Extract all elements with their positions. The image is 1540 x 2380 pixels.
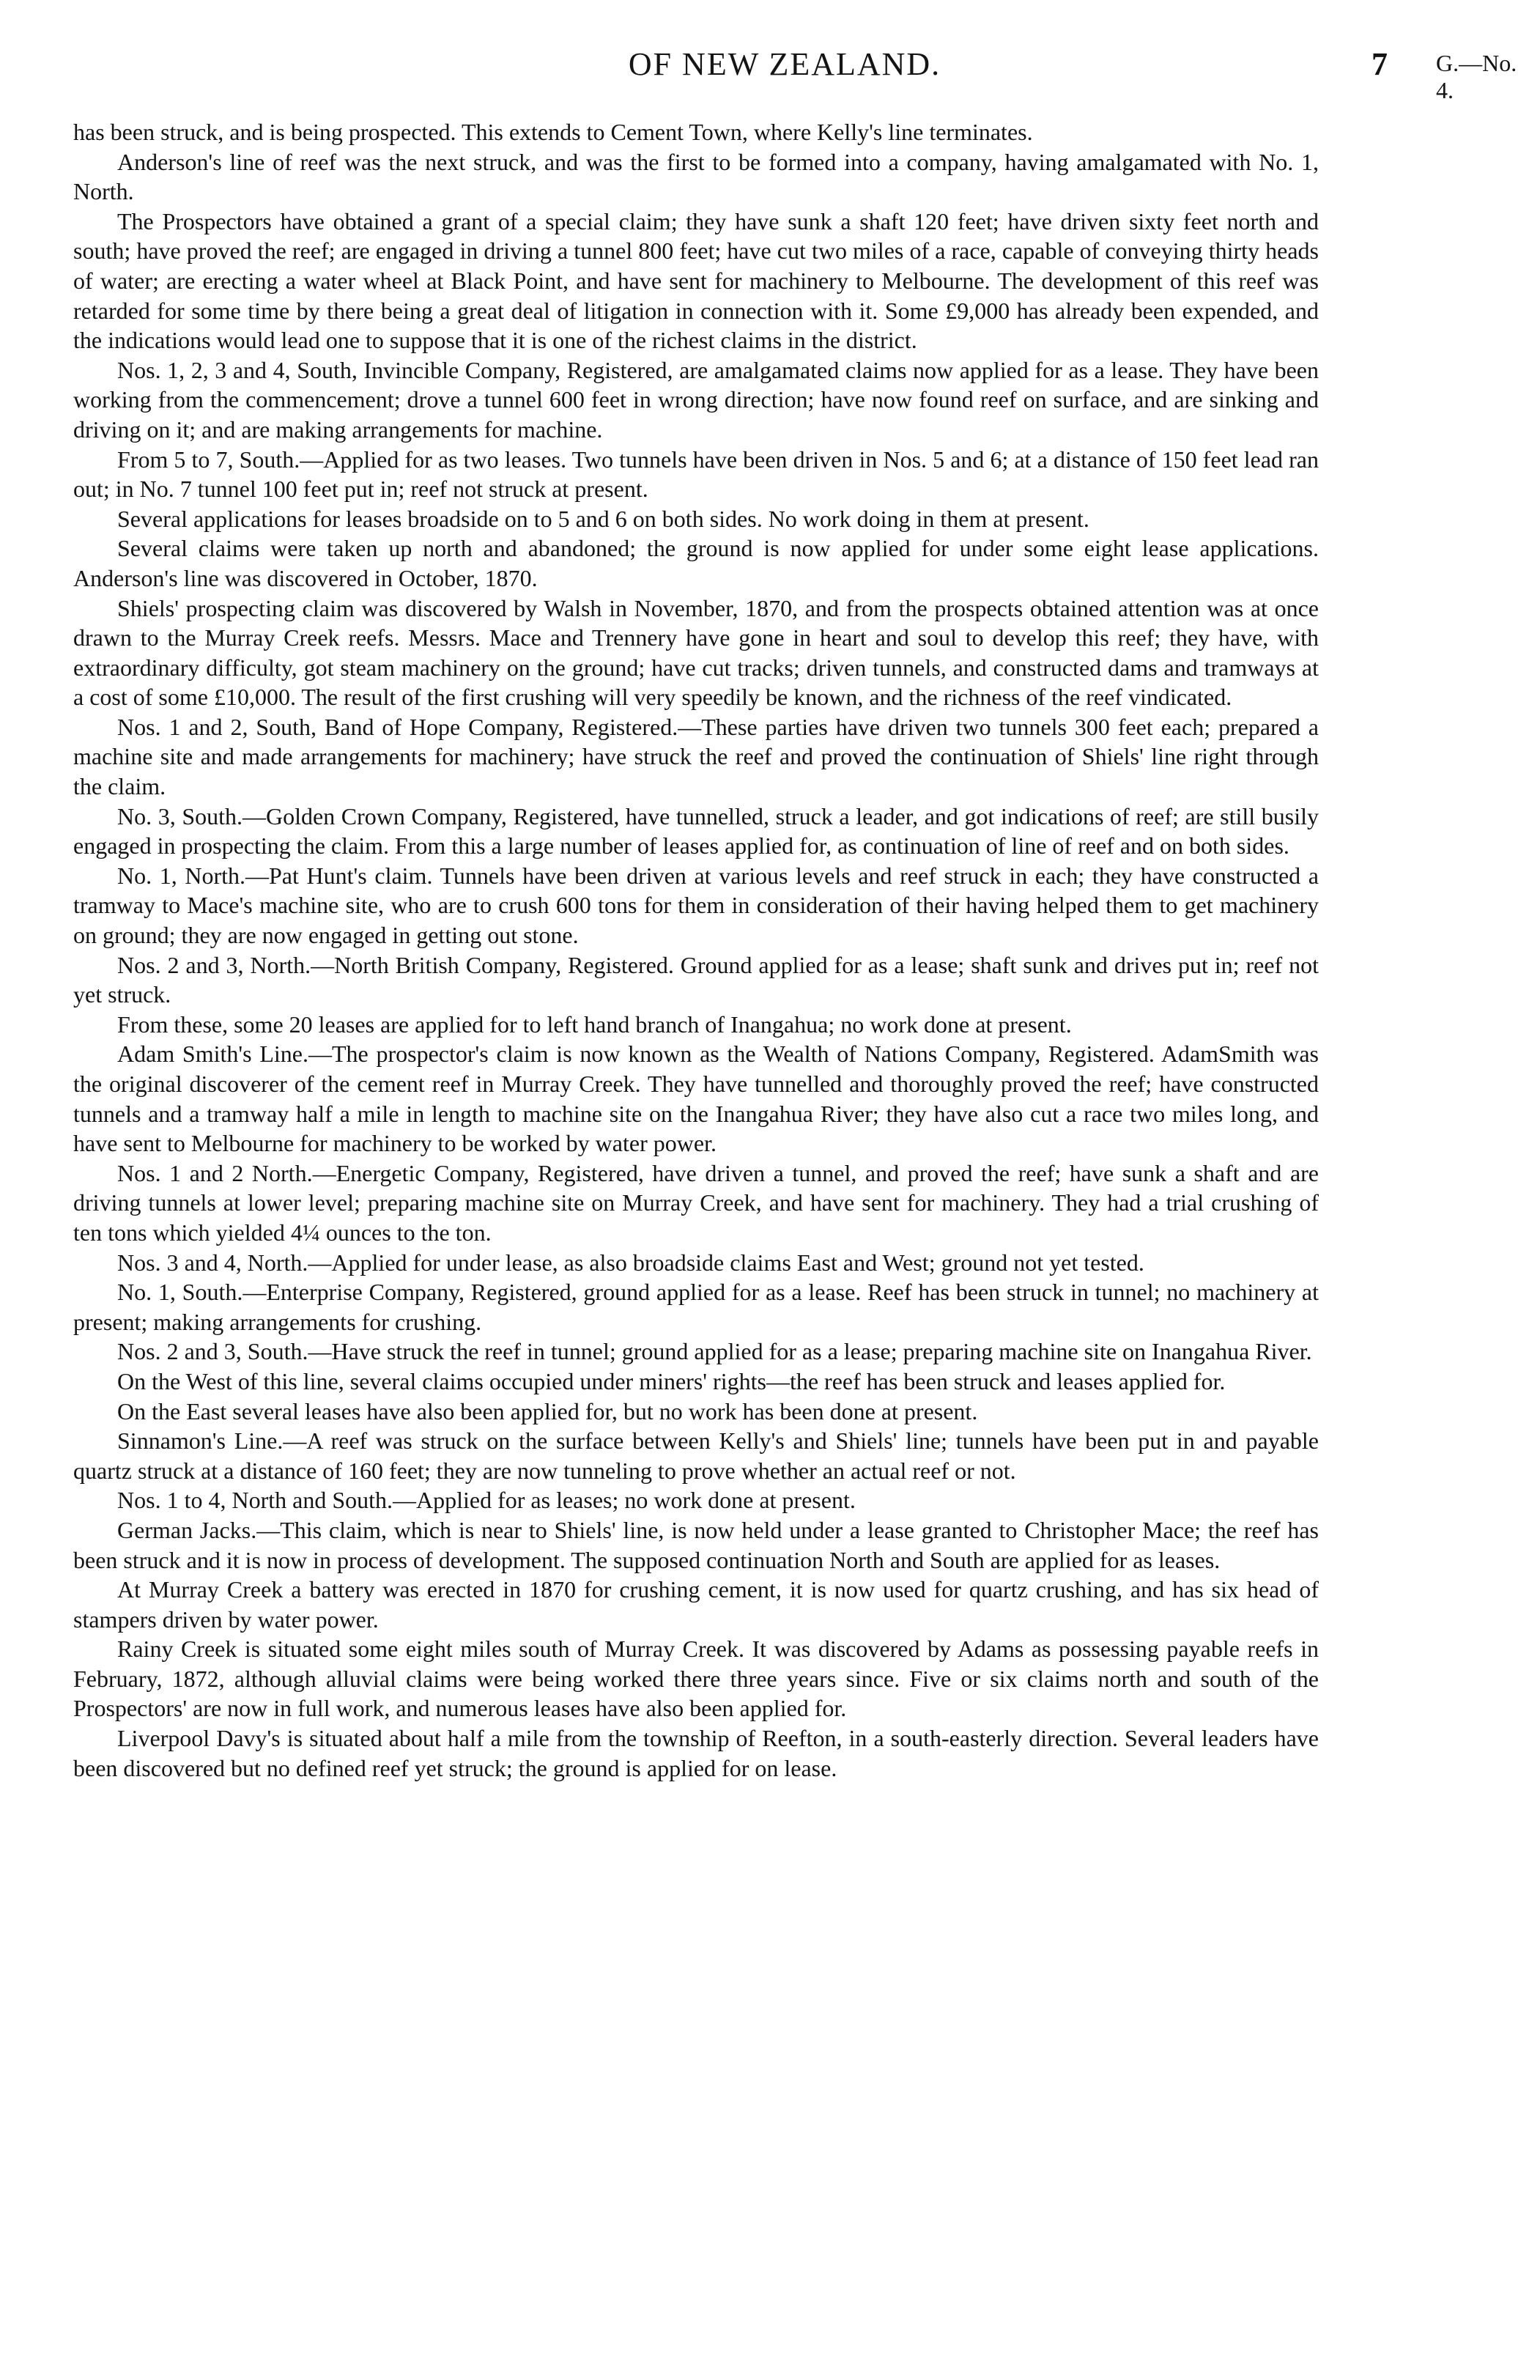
paragraph: Several claims were taken up north and abandoned; the ground is now applied for under some eight lease applications. Anderson's line was discovered in October, 1870. (73, 535, 1319, 591)
paragraph: Adam Smith's Line.—The prospector's claim is now known as the Wealth of Nations Company, Registered. AdamSmith was the original discoverer of the cement reef in Murray Creek. They have tunnelled and thoroughly proved the reef; have constructed tunnels and a tramway half a mile in length to machine site on the Inangahua River; they have also cut a race two miles long, and have sent to Melbourne for machinery to be worked by water power. (73, 1041, 1319, 1157)
paragraph: On the West of this line, several claims occupied under miners' rights—the reef has been struck and leases applied for. (117, 1367, 1226, 1394)
body-text (73, 117, 1319, 1783)
paragraph: No. 3, South.—Golden Crown Company, Registered, have tunnelled, struck a leader, and got indications of reef; are still busily engaged in prospecting the claim. From this a large number of leases applied for, as continuation of line of reef and on both sides. (73, 802, 1319, 860)
paragraph: Shiels' prospecting claim was discovered by Walsh in November, 1870, and from the prospects obtained attention was at once drawn to the Murray Creek reefs. Messrs. Mace and Trennery have gone in heart and soul to develop this reef; they have, with extraordinary difficulty, got steam machinery on the ground; have cut tracks; driven tunnels, and constructed dams and tramways at a cost of some £10,000. The result of the first crushing will very speedily be known, and the richness of the reef vindicated. (73, 594, 1319, 711)
paragraph: Rainy Creek is situated some eight miles south of Murray Creek. It was discovered by Adams as possessing payable reefs in February, 1872, although alluvial claims were being worked there three years since. Five or six claims north and south of the Prospectors' are now in full work, and numerous leases have also been applied for. (73, 1636, 1319, 1722)
paragraph: No. 1, South.—Enterprise Company, Registered, ground applied for as a lease. Reef has been struck in tunnel; no machinery at present; making arrangements for crushing. (73, 1279, 1319, 1335)
paragraph: Nos. 1 to 4, North and South.—Applied for as leases; no work done at present. (117, 1487, 856, 1514)
paragraph: Sinnamon's Line.—A reef was struck on the surface between Kelly's and Shiels' line; tunnels have been put in and payable quartz struck at a distance of 160 feet; they are now tunneling to prove whether an actual reef or not. (73, 1427, 1319, 1484)
paragraph: Nos. 3 and 4, North.—Applied for under lease, as also broadside claims East and West; ground not yet tested. (117, 1249, 1144, 1276)
paragraph: Nos. 2 and 3, North.—North British Company, Registered. Ground applied for as a lease; shaft sunk and drives put in; reef not yet struck. (73, 951, 1319, 1008)
paragraph: Nos. 1 and 2 North.—Energetic Company, Registered, have driven a tunnel, and proved the reef; have sunk a shaft and are driving tunnels at lower level; preparing machine site on Murray Creek, and have sent for machinery. They had a trial crushing of ten tons which yielded 4¼ ounces to the ton. (73, 1159, 1319, 1246)
page-header (73, 45, 1525, 103)
paragraph: Nos. 1, 2, 3 and 4, South, Invincible Company, Registered, are amalgamated claims now applied for as a lease. They have been working from the commencement; drove a tunnel 600 feet in wrong direction; have now found reef on surface, and are sinking and driving on it; and are making arrangements for machine. (73, 356, 1319, 443)
paragraph: Anderson's line of reef was the next struck, and was the first to be formed into a company, having amalgamated with No. 1, North. (73, 148, 1319, 205)
paragraph: Several applications for leases broadside on to 5 and 6 on both sides. No work doing in them at present. (117, 505, 1089, 532)
paragraph: The Prospectors have obtained a grant of a special claim; they have sunk a shaft 120 feet; have driven sixty feet north and south; have proved the reef; are engaged in driving a tunnel 800 feet; have cut two miles of a race, capable of conveying thirty heads of water; are erecting a water wheel at Black Point, and have sent for machinery to Melbourne. The development of this reef was retarded for some time by there being a great deal of litigation in connection with it. Some £9,000 has already been expended, and the indications would lead one to suppose that it is one of the richest claims in the district. (73, 207, 1319, 354)
page-number: 7 (1371, 46, 1388, 82)
paragraph: From these, some 20 leases are applied for to left hand branch of Inangahua; no work done at present. (117, 1010, 1072, 1038)
paragraph: Nos. 1 and 2, South, Band of Hope Company, Registered.—These parties have driven two tunnels 300 feet each; prepared a machine site and made arrangements for machinery; have struck the reef and proved the continuation of Shiels' line right through the claim. (73, 713, 1319, 800)
paragraph: has been struck, and is being prospected. This extends to Cement Town, where Kelly's line terminates. (73, 119, 1033, 145)
paragraph: German Jacks.—This claim, which is near to Shiels' line, is now held under a lease granted to Christopher Mace; the reef has been struck and it is now in process of development. The supposed continuation North and South are applied for as leases. (73, 1516, 1319, 1573)
document-reference: G.—No. 4. (1436, 50, 1517, 103)
paragraph: From 5 to 7, South.—Applied for as two leases. Two tunnels have been driven in Nos. 5 and 6; at a distance of 150 feet lead ran out; in No. 7 tunnel 100 feet put in; reef not struck at present. (73, 446, 1319, 503)
paragraph: Nos. 2 and 3, South.—Have struck the reef in tunnel; ground applied for as a lease; preparing machine site on Inangahua River. (117, 1338, 1312, 1365)
paragraph: No. 1, North.—Pat Hunt's claim. Tunnels have been driven at various levels and reef struck in each; they have constructed a tramway to Mace's machine site, who are to crush 600 tons for them in consideration of their having helped them to get machinery on ground; they are now engaged in getting out stone. (73, 862, 1319, 949)
paragraph: On the East several leases have also been applied for, but no work has been done at present. (117, 1397, 978, 1424)
running-title: OF NEW ZEALAND. (628, 46, 941, 82)
paragraph: Liverpool Davy's is situated about half a mile from the township of Reefton, in a south-easterly direction. Several leaders have been discovered but no defined reef yet struck; the ground is applied for on lease. (73, 1725, 1319, 1781)
paragraph: At Murray Creek a battery was erected in 1870 for crushing cement, it is now used for quartz crushing, and has six head of stampers driven by water power. (73, 1576, 1319, 1633)
